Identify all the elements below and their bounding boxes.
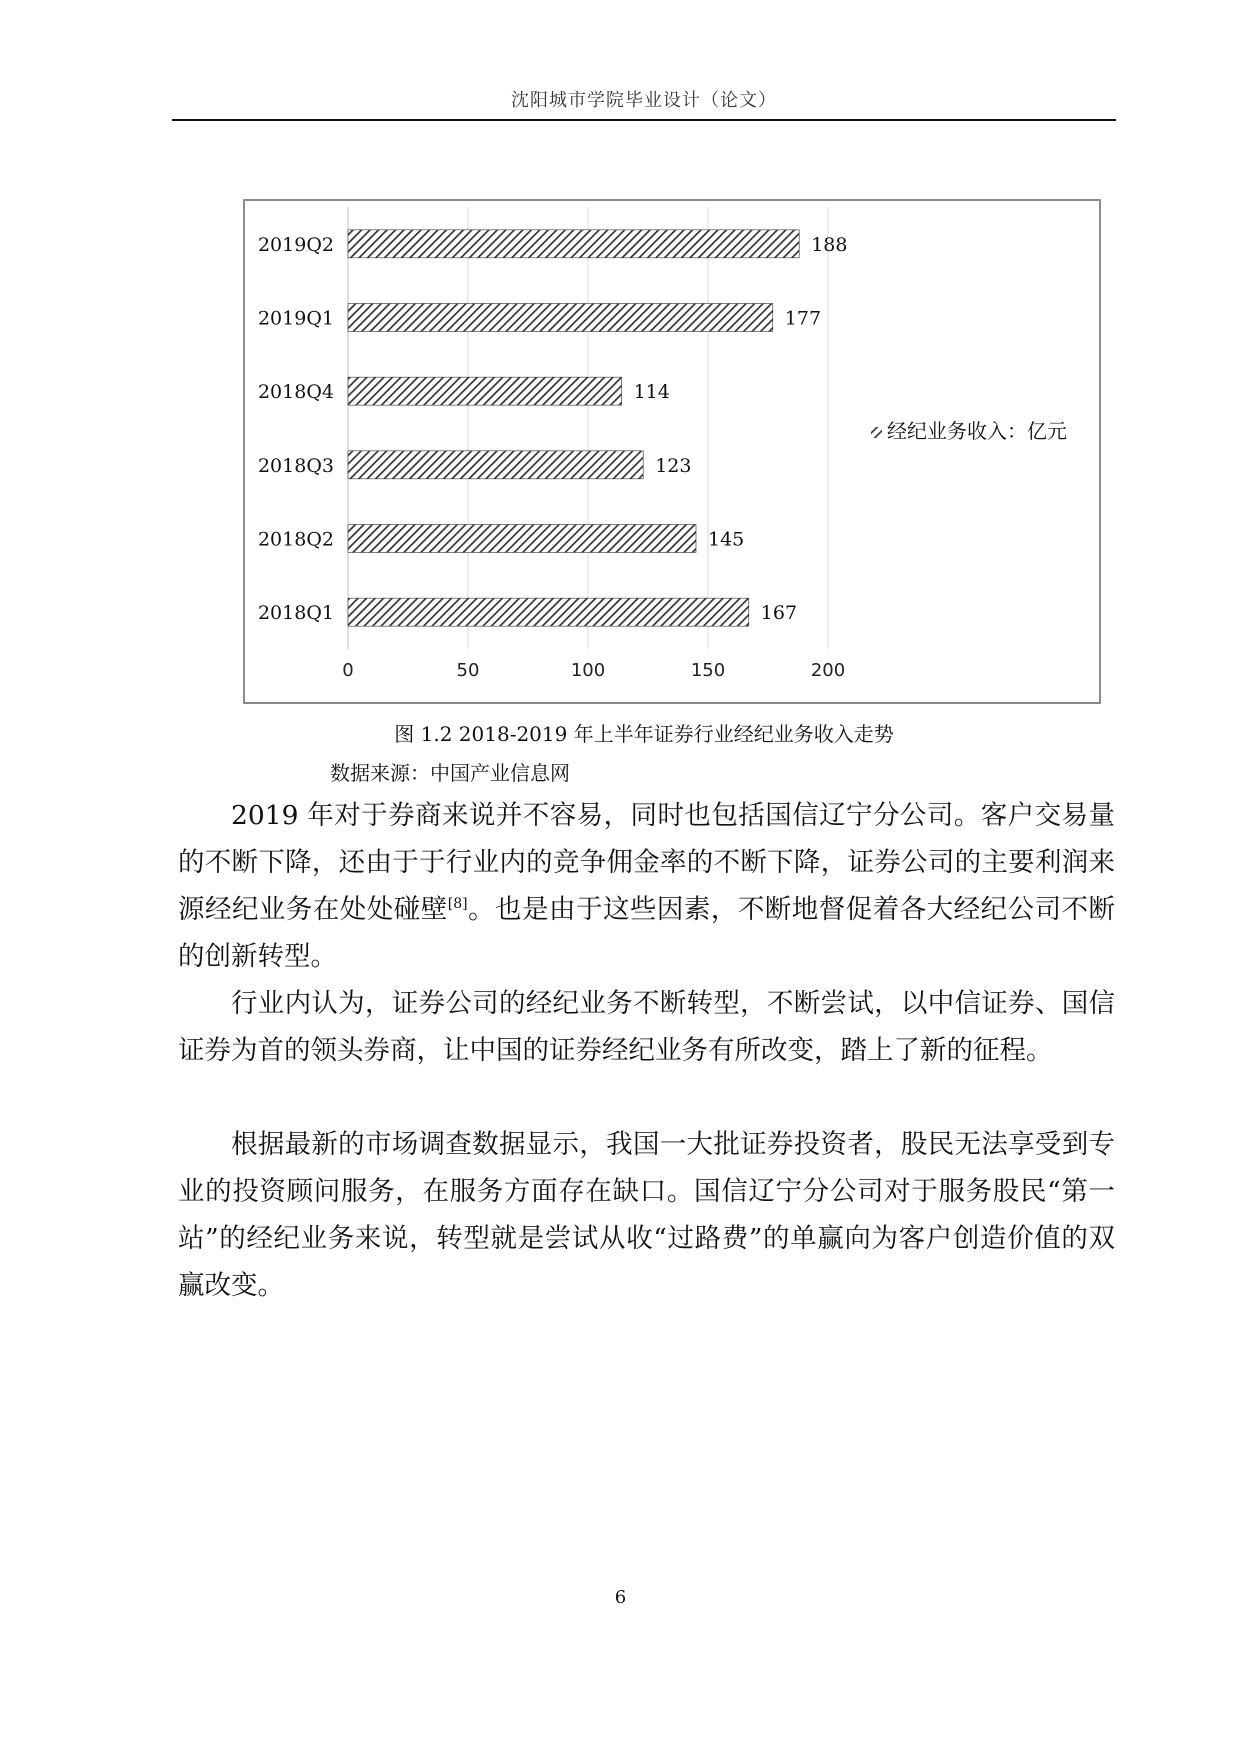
x-tick-label: 50 (456, 660, 480, 681)
data-label: 123 (655, 454, 692, 477)
x-tick-label: 100 (570, 660, 606, 681)
bar (348, 377, 622, 405)
page-header: 沈阳城市学院毕业设计（论文） (511, 90, 777, 111)
legend-label: 经纪业务收入：亿元 (887, 419, 1067, 443)
category-label: 2018Q2 (257, 528, 334, 551)
bar (348, 525, 696, 553)
data-label: 167 (760, 602, 798, 625)
paragraph-3: 根据最新的市场调查数据显示，我国一大批证券投资者，股民无法享受到专业的投资顾问服务，在服务方面存在缺口。国信辽宁分公司对于服务股民“第一站”的经纪业务来说，转型就是尝试从收“过路费”的单赢向为客户创造价值的双赢改变。 (178, 1129, 1115, 1301)
data-label: 188 (811, 233, 848, 256)
x-tick-label: 200 (810, 660, 846, 681)
paragraph-1 (178, 792, 1115, 980)
category-label: 2018Q4 (257, 381, 334, 404)
paragraph-1-text-a: 2019 年对于券商来说并不容易，同时也包括国信辽宁分公司。客户交易量的不断下降，还由于于行业内的竞争佣金率的不断下降，证券公司的主要利润来源经纪业务在处处碰壁 (178, 800, 1115, 925)
paragraph-1-text-b: 。也是由于这些因素，不断地督促着各大经纪公司不断的创新转型。 (178, 894, 1116, 972)
category-label: 2019Q1 (257, 307, 334, 330)
category-label: 2018Q1 (257, 602, 334, 625)
page-number: 6 (614, 1587, 627, 1608)
data-label: 145 (708, 528, 745, 551)
bar (348, 304, 773, 332)
figure-caption: 图 1.2 2018-2019 年上半年证券行业经纪业务收入走势 (394, 722, 894, 746)
citation-ref: [8] (447, 896, 468, 913)
legend-swatch (871, 427, 882, 438)
figure-source: 数据来源：中国产业信息网 (330, 761, 570, 785)
paragraph-2: 行业内认为，证券公司的经纪业务不断转型，不断尝试，以中信证券、国信证券为首的领头券商，让中国的证券经纪业务有所改变，踏上了新的征程。 (178, 988, 1115, 1066)
chart-frame (243, 199, 1101, 704)
category-label: 2018Q3 (257, 454, 334, 477)
bar-chart (245, 201, 1101, 704)
x-tick-label: 150 (690, 660, 726, 681)
bar (348, 230, 799, 258)
bar (348, 451, 643, 479)
bar (348, 598, 749, 626)
data-label: 177 (784, 307, 822, 330)
x-tick-label: 0 (342, 660, 354, 681)
category-label: 2019Q2 (257, 233, 334, 256)
data-label: 114 (633, 381, 670, 404)
header-divider (172, 119, 1116, 121)
